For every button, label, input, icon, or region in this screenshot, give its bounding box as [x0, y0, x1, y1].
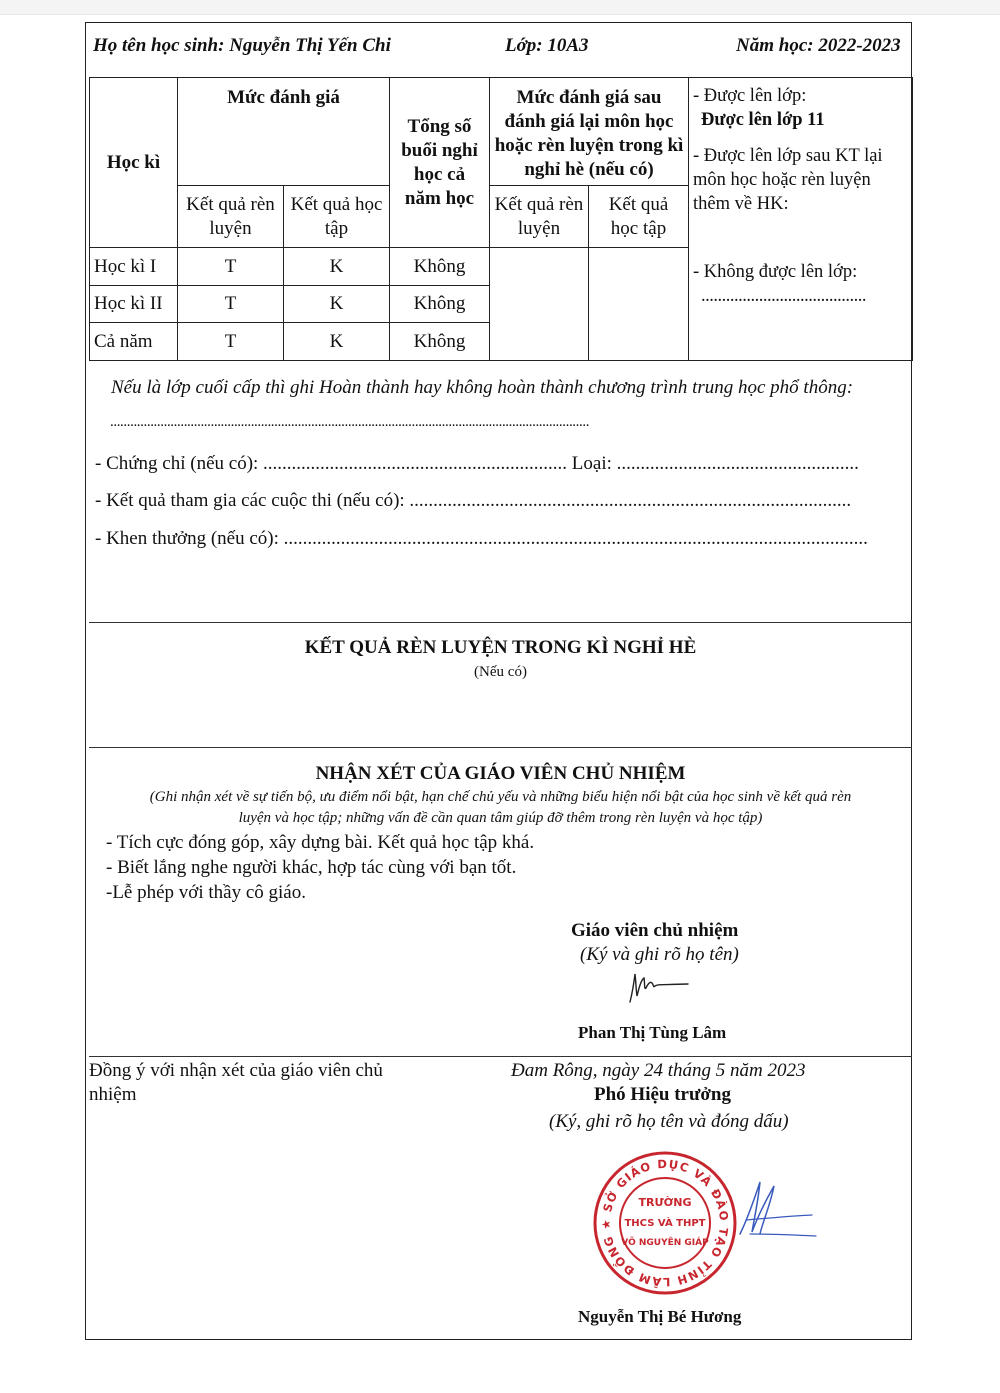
- re-conduct-cell: [490, 248, 589, 361]
- header-level: Mức đánh giá: [178, 78, 390, 186]
- comment-line: - Tích cực đóng góp, xây dựng bài. Kết quả học tập khá.: [106, 832, 535, 853]
- principal-name: Nguyễn Thị Bé Hương: [578, 1307, 742, 1326]
- principal-role: Phó Hiệu trưởng: [594, 1084, 731, 1105]
- comment-line: - Biết lắng nghe người khác, hợp tác cùng với bạn tốt.: [106, 857, 517, 878]
- agree-line2: nhiệm: [89, 1084, 137, 1105]
- absence-cell: Không: [390, 248, 490, 286]
- svg-text:TRƯỜNG: TRƯỜNG: [638, 1196, 692, 1209]
- final-grade-note: Nếu là lớp cuối cấp thì ghi Hoàn thành hay không hoàn thành chương trình trung học phổ thông:: [111, 377, 854, 398]
- promotion-cell: [689, 78, 913, 361]
- promotion-label: - Được lên lớp:: [693, 86, 807, 106]
- teacher-role: Giáo viên chủ nhiệm: [571, 920, 739, 941]
- section-divider: [89, 747, 912, 748]
- contest-line: - Kết quả tham gia các cuộc thi (nếu có): .............................................................................................: [95, 490, 852, 511]
- school-year: Năm học: 2022-2023: [736, 35, 901, 56]
- sign-date: Đam Rông, ngày 24 tháng 5 năm 2023: [511, 1060, 806, 1081]
- evaluation-table: [89, 77, 913, 361]
- comment-guide-line1: (Ghi nhận xét về sự tiến bộ, ưu điểm nổi bật, hạn chế chủ yếu và những biểu hiện nổi bật của học sinh về kết quả rèn: [149, 789, 852, 805]
- promotion-not-dots: ........................................: [701, 286, 867, 306]
- conduct-cell: T: [178, 323, 284, 361]
- final-grade-dots: ...............................................................................................................................................: [110, 414, 590, 430]
- student-name: Họ tên học sinh: Nguyễn Thị Yến Chi: [93, 35, 391, 56]
- promotion-value: Được lên lớp 11: [701, 110, 825, 130]
- absence-cell: Không: [390, 286, 490, 323]
- subheader-conduct: Kết quả rèn luyện: [178, 186, 284, 248]
- study-cell: K: [284, 248, 390, 286]
- comment-title: NHẬN XÉT CỦA GIÁO VIÊN CHỦ NHIỆM: [315, 763, 686, 784]
- comment-line: -Lễ phép với thầy cô giáo.: [106, 882, 306, 903]
- conduct-cell: T: [178, 286, 284, 323]
- svg-text:THCS VÀ THPT: THCS VÀ THPT: [624, 1218, 706, 1229]
- subheader-study-re: Kết quả học tập: [589, 186, 689, 248]
- student-class: Lớp: 10A3: [505, 35, 589, 56]
- summer-subtitle: (Nếu có): [474, 664, 527, 680]
- principal-sign-note: (Ký, ghi rõ họ tên và đóng dấu): [549, 1111, 789, 1132]
- study-cell: K: [284, 323, 390, 361]
- re-study-cell: [589, 248, 689, 361]
- teacher-sign-note: (Ký và ghi rõ họ tên): [580, 944, 739, 965]
- header-term: Học kì: [90, 78, 178, 248]
- study-cell: K: [284, 286, 390, 323]
- header-days-off: Tổng số buổi nghỉ học cả năm học: [390, 78, 490, 248]
- subheader-study: Kết quả học tập: [284, 186, 390, 248]
- svg-text:VÕ NGUYÊN GIÁP: VÕ NGUYÊN GIÁP: [621, 1238, 709, 1248]
- svg-text:SỞ GIÁO DỤC VÀ ĐÀO TẠO TỈNH LÂ: SỞ GIÁO DỤC VÀ ĐÀO TẠO TỈNH LÂM ĐỒNG ★: [598, 1156, 732, 1290]
- absence-cell: Không: [390, 323, 490, 361]
- conduct-cell: T: [178, 248, 284, 286]
- certificate-line: - Chứng chỉ (nếu có): ................................................................ Loại: ...................................................: [95, 453, 859, 474]
- teacher-name: Phan Thị Tùng Lâm: [578, 1023, 727, 1042]
- summer-title: KẾT QUẢ RÈN LUYỆN TRONG KÌ NGHỈ HÈ: [304, 637, 697, 658]
- header-reevaluation: Mức đánh giá sau đánh giá lại môn học hoặc rèn luyện trong kì nghỉ hè (nếu có): [490, 78, 689, 186]
- section-divider: [89, 1056, 912, 1057]
- promotion-not: - Không được lên lớp:: [693, 262, 858, 282]
- term-cell: Cả năm: [90, 323, 178, 361]
- comment-guide-line2: luyện và học tập; những vấn đề cần quan tâm giúp đỡ thêm trong rèn luyện và học tập): [238, 810, 763, 826]
- viewer-top-bar: [0, 0, 1000, 15]
- award-line: - Khen thưởng (nếu có): ...........................................................................................................................: [95, 528, 868, 549]
- section-divider: [89, 622, 912, 623]
- teacher-signature: [624, 966, 694, 1008]
- subheader-conduct-re: Kết quả rèn luyện: [490, 186, 589, 248]
- term-cell: Học kì II: [90, 286, 178, 323]
- term-cell: Học kì I: [90, 248, 178, 286]
- principal-signature: [700, 1172, 820, 1252]
- promotion-retest: - Được lên lớp sau KT lại môn học hoặc rèn luyện thêm về HK:: [693, 146, 883, 214]
- agree-line1: Đồng ý với nhận xét của giáo viên chủ: [89, 1060, 383, 1081]
